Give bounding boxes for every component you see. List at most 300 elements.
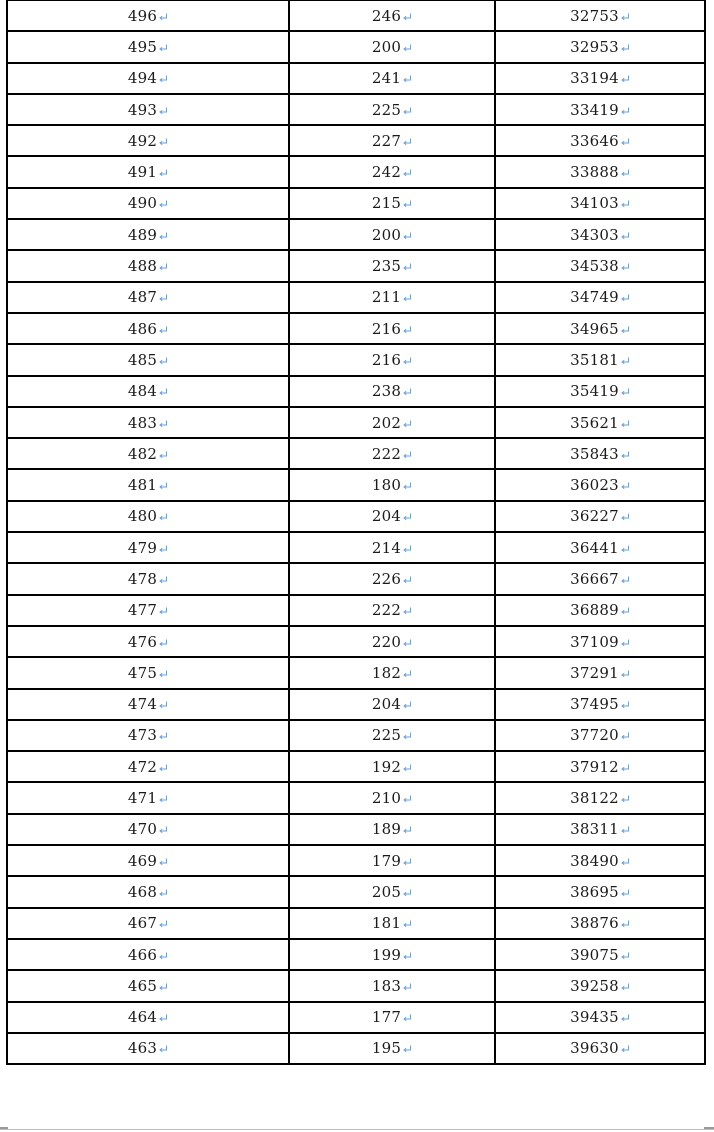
- data-table: [6, 0, 706, 1065]
- return-arrow-icon: [620, 293, 630, 303]
- cell-value: 33646: [570, 131, 619, 150]
- table-row: [7, 908, 705, 939]
- cell-value: 222: [371, 601, 402, 620]
- table-cell[interactable]: [7, 501, 289, 532]
- cell-value: 470: [127, 820, 158, 839]
- table-cell[interactable]: [495, 876, 705, 907]
- cell-value: 38695: [570, 882, 619, 901]
- table-row: [7, 689, 705, 720]
- cell-value: 32753: [570, 6, 619, 25]
- cell-value: 189: [371, 820, 402, 839]
- return-arrow-icon: [620, 544, 630, 554]
- table-cell[interactable]: [7, 782, 289, 813]
- table-row: [7, 720, 705, 751]
- table-cell[interactable]: [7, 814, 289, 845]
- table-cell[interactable]: [495, 219, 705, 250]
- table-cell[interactable]: [289, 344, 495, 375]
- cell-value: 238: [371, 382, 402, 401]
- cell-value: 200: [371, 225, 402, 244]
- cell-value: 225: [371, 100, 402, 119]
- table-cell[interactable]: [495, 782, 705, 813]
- table-cell[interactable]: [495, 501, 705, 532]
- table-cell[interactable]: [7, 31, 289, 62]
- return-arrow-icon: [158, 199, 168, 209]
- return-arrow-icon: [158, 544, 168, 554]
- return-arrow-icon: [158, 857, 168, 867]
- return-arrow-icon: [158, 262, 168, 272]
- return-arrow-icon: [620, 43, 630, 53]
- return-arrow-icon: [158, 606, 168, 616]
- return-arrow-icon: [620, 700, 630, 710]
- table-cell[interactable]: [495, 563, 705, 594]
- return-arrow-icon: [620, 106, 630, 116]
- return-arrow-icon: [402, 669, 412, 679]
- table-cell[interactable]: [495, 94, 705, 125]
- table-row: [7, 313, 705, 344]
- return-arrow-icon: [158, 168, 168, 178]
- cell-value: 210: [371, 789, 402, 808]
- return-arrow-icon: [402, 606, 412, 616]
- return-arrow-icon: [402, 638, 412, 648]
- cell-value: 491: [127, 163, 158, 182]
- cell-value: 37912: [570, 757, 619, 776]
- table-row: [7, 751, 705, 782]
- table-cell[interactable]: [7, 63, 289, 94]
- table-row: [7, 250, 705, 281]
- cell-value: 469: [127, 851, 158, 870]
- return-arrow-icon: [402, 325, 412, 335]
- cell-value: 241: [371, 69, 402, 88]
- cell-value: 38490: [570, 851, 619, 870]
- cell-value: 35843: [570, 444, 619, 463]
- cell-value: 35621: [570, 413, 619, 432]
- cell-value: 465: [127, 976, 158, 995]
- return-arrow-icon: [402, 951, 412, 961]
- table-cell[interactable]: [495, 188, 705, 219]
- cell-value: 36889: [570, 601, 619, 620]
- return-arrow-icon: [158, 700, 168, 710]
- table-cell[interactable]: [495, 908, 705, 939]
- cell-value: 36667: [570, 569, 619, 588]
- return-arrow-icon: [158, 575, 168, 585]
- return-arrow-icon: [620, 231, 630, 241]
- table-cell[interactable]: [495, 657, 705, 688]
- return-arrow-icon: [620, 763, 630, 773]
- cell-value: 34103: [570, 194, 619, 213]
- table-cell[interactable]: [289, 0, 495, 31]
- return-arrow-icon: [620, 199, 630, 209]
- table-cell[interactable]: [289, 376, 495, 407]
- cell-value: 32953: [570, 37, 619, 56]
- page-corner-mark-right: [704, 1127, 714, 1129]
- table-cell[interactable]: [289, 282, 495, 313]
- table-row: [7, 31, 705, 62]
- table-cell[interactable]: [7, 1002, 289, 1033]
- table-cell[interactable]: [7, 532, 289, 563]
- cell-value: 33194: [570, 69, 619, 88]
- cell-value: 37720: [570, 726, 619, 745]
- table-cell[interactable]: [289, 970, 495, 1001]
- return-arrow-icon: [402, 262, 412, 272]
- return-arrow-icon: [402, 450, 412, 460]
- cell-value: 39075: [570, 945, 619, 964]
- return-arrow-icon: [620, 325, 630, 335]
- table-cell[interactable]: [289, 751, 495, 782]
- return-arrow-icon: [402, 700, 412, 710]
- return-arrow-icon: [620, 825, 630, 835]
- table-cell[interactable]: [495, 250, 705, 281]
- cell-value: 487: [127, 288, 158, 307]
- cell-value: 242: [371, 163, 402, 182]
- table-row: [7, 845, 705, 876]
- cell-value: 495: [127, 37, 158, 56]
- return-arrow-icon: [620, 638, 630, 648]
- table-cell[interactable]: [289, 845, 495, 876]
- table-cell[interactable]: [7, 751, 289, 782]
- cell-value: 36023: [570, 476, 619, 495]
- return-arrow-icon: [158, 888, 168, 898]
- return-arrow-icon: [620, 74, 630, 84]
- cell-value: 205: [371, 882, 402, 901]
- table-cell[interactable]: [7, 970, 289, 1001]
- table-cell[interactable]: [495, 845, 705, 876]
- return-arrow-icon: [158, 74, 168, 84]
- cell-value: 183: [371, 976, 402, 995]
- table-cell[interactable]: [495, 156, 705, 187]
- cell-value: 216: [371, 350, 402, 369]
- return-arrow-icon: [620, 606, 630, 616]
- table-cell[interactable]: [289, 876, 495, 907]
- table-cell[interactable]: [289, 31, 495, 62]
- cell-value: 180: [371, 476, 402, 495]
- table-row: [7, 125, 705, 156]
- table-row: [7, 63, 705, 94]
- table-cell[interactable]: [289, 469, 495, 500]
- return-arrow-icon: [158, 1044, 168, 1054]
- return-arrow-icon: [402, 231, 412, 241]
- return-arrow-icon: [158, 731, 168, 741]
- cell-value: 483: [127, 413, 158, 432]
- return-arrow-icon: [620, 919, 630, 929]
- return-arrow-icon: [620, 575, 630, 585]
- table-cell[interactable]: [7, 1033, 289, 1064]
- cell-value: 476: [127, 632, 158, 651]
- table-cell[interactable]: [7, 720, 289, 751]
- table-cell[interactable]: [289, 188, 495, 219]
- table-row: [7, 782, 705, 813]
- table-cell[interactable]: [495, 595, 705, 626]
- table-cell[interactable]: [495, 626, 705, 657]
- table-cell[interactable]: [495, 407, 705, 438]
- return-arrow-icon: [158, 293, 168, 303]
- return-arrow-icon: [402, 919, 412, 929]
- table-cell[interactable]: [289, 782, 495, 813]
- table-cell[interactable]: [495, 469, 705, 500]
- return-arrow-icon: [158, 982, 168, 992]
- table-row: [7, 282, 705, 313]
- return-arrow-icon: [158, 12, 168, 22]
- cell-value: 222: [371, 444, 402, 463]
- table-cell[interactable]: [7, 845, 289, 876]
- return-arrow-icon: [158, 825, 168, 835]
- cell-value: 181: [371, 914, 402, 933]
- cell-value: 33419: [570, 100, 619, 119]
- cell-value: 490: [127, 194, 158, 213]
- table-cell[interactable]: [7, 156, 289, 187]
- cell-value: 474: [127, 695, 158, 714]
- table-row: [7, 1033, 705, 1064]
- cell-value: 214: [371, 538, 402, 557]
- cell-value: 471: [127, 789, 158, 808]
- table-cell[interactable]: [289, 814, 495, 845]
- cell-value: 38311: [570, 820, 619, 839]
- return-arrow-icon: [158, 387, 168, 397]
- table-cell[interactable]: [7, 438, 289, 469]
- return-arrow-icon: [402, 1044, 412, 1054]
- return-arrow-icon: [402, 481, 412, 491]
- table-cell[interactable]: [495, 31, 705, 62]
- cell-value: 246: [371, 6, 402, 25]
- cell-value: 200: [371, 37, 402, 56]
- table-cell[interactable]: [495, 438, 705, 469]
- return-arrow-icon: [620, 356, 630, 366]
- cell-value: 34538: [570, 257, 619, 276]
- table-cell[interactable]: [289, 407, 495, 438]
- table-cell[interactable]: [289, 720, 495, 751]
- return-arrow-icon: [620, 951, 630, 961]
- cell-value: 467: [127, 914, 158, 933]
- cell-value: 34303: [570, 225, 619, 244]
- return-arrow-icon: [158, 1013, 168, 1023]
- cell-value: 225: [371, 726, 402, 745]
- table-cell[interactable]: [289, 250, 495, 281]
- return-arrow-icon: [620, 137, 630, 147]
- table-cell[interactable]: [495, 0, 705, 31]
- table-cell[interactable]: [495, 939, 705, 970]
- cell-value: 34965: [570, 319, 619, 338]
- cell-value: 489: [127, 225, 158, 244]
- return-arrow-icon: [158, 512, 168, 522]
- table-cell[interactable]: [495, 344, 705, 375]
- cell-value: 479: [127, 538, 158, 557]
- return-arrow-icon: [402, 168, 412, 178]
- cell-value: 473: [127, 726, 158, 745]
- table-row: [7, 469, 705, 500]
- cell-value: 33888: [570, 163, 619, 182]
- table-cell[interactable]: [495, 689, 705, 720]
- table-cell[interactable]: [7, 282, 289, 313]
- return-arrow-icon: [158, 356, 168, 366]
- cell-value: 204: [371, 695, 402, 714]
- return-arrow-icon: [620, 1013, 630, 1023]
- table-cell[interactable]: [289, 313, 495, 344]
- table-cell[interactable]: [7, 94, 289, 125]
- cell-value: 220: [371, 632, 402, 651]
- table-row: [7, 376, 705, 407]
- table-cell[interactable]: [289, 501, 495, 532]
- cell-value: 39258: [570, 976, 619, 995]
- return-arrow-icon: [402, 74, 412, 84]
- table-cell[interactable]: [495, 970, 705, 1001]
- table-cell[interactable]: [495, 376, 705, 407]
- cell-value: 177: [371, 1008, 402, 1027]
- table-row: [7, 501, 705, 532]
- table-row: [7, 626, 705, 657]
- table-cell[interactable]: [7, 939, 289, 970]
- table-cell[interactable]: [7, 219, 289, 250]
- table-cell[interactable]: [495, 751, 705, 782]
- return-arrow-icon: [620, 262, 630, 272]
- table-cell[interactable]: [289, 657, 495, 688]
- return-arrow-icon: [402, 106, 412, 116]
- table-cell[interactable]: [495, 720, 705, 751]
- table-cell[interactable]: [7, 657, 289, 688]
- table-row: [7, 657, 705, 688]
- table-cell[interactable]: [7, 876, 289, 907]
- return-arrow-icon: [402, 293, 412, 303]
- table-row: [7, 156, 705, 187]
- cell-value: 35419: [570, 382, 619, 401]
- table-row: [7, 1002, 705, 1033]
- return-arrow-icon: [158, 951, 168, 961]
- return-arrow-icon: [158, 419, 168, 429]
- table-cell[interactable]: [7, 313, 289, 344]
- cell-value: 227: [371, 131, 402, 150]
- return-arrow-icon: [402, 857, 412, 867]
- table-cell[interactable]: [495, 532, 705, 563]
- return-arrow-icon: [158, 669, 168, 679]
- table-cell[interactable]: [289, 125, 495, 156]
- cell-value: 195: [371, 1039, 402, 1058]
- cell-value: 216: [371, 319, 402, 338]
- cell-value: 37291: [570, 663, 619, 682]
- table-cell[interactable]: [7, 376, 289, 407]
- table-cell[interactable]: [289, 939, 495, 970]
- table-cell[interactable]: [7, 188, 289, 219]
- cell-value: 202: [371, 413, 402, 432]
- table-cell[interactable]: [495, 313, 705, 344]
- table-row: [7, 532, 705, 563]
- return-arrow-icon: [402, 356, 412, 366]
- table-cell[interactable]: [289, 438, 495, 469]
- return-arrow-icon: [620, 387, 630, 397]
- return-arrow-icon: [402, 575, 412, 585]
- return-arrow-icon: [620, 481, 630, 491]
- return-arrow-icon: [158, 43, 168, 53]
- cell-value: 211: [371, 288, 402, 307]
- table-cell[interactable]: [289, 563, 495, 594]
- cell-value: 226: [371, 569, 402, 588]
- return-arrow-icon: [402, 763, 412, 773]
- table-row: [7, 595, 705, 626]
- cell-value: 39435: [570, 1008, 619, 1027]
- cell-value: 486: [127, 319, 158, 338]
- table-cell[interactable]: [7, 250, 289, 281]
- return-arrow-icon: [620, 669, 630, 679]
- table-cell[interactable]: [289, 219, 495, 250]
- table-cell[interactable]: [495, 814, 705, 845]
- table-cell[interactable]: [495, 1002, 705, 1033]
- table-cell[interactable]: [7, 0, 289, 31]
- return-arrow-icon: [402, 43, 412, 53]
- table-row: [7, 94, 705, 125]
- table-cell[interactable]: [495, 282, 705, 313]
- table-row: [7, 970, 705, 1001]
- return-arrow-icon: [158, 137, 168, 147]
- return-arrow-icon: [158, 794, 168, 804]
- return-arrow-icon: [402, 12, 412, 22]
- table-cell[interactable]: [289, 63, 495, 94]
- table-cell[interactable]: [289, 1033, 495, 1064]
- table-cell[interactable]: [7, 469, 289, 500]
- return-arrow-icon: [402, 512, 412, 522]
- table-cell[interactable]: [495, 125, 705, 156]
- return-arrow-icon: [620, 857, 630, 867]
- table-cell[interactable]: [289, 94, 495, 125]
- table-cell[interactable]: [7, 125, 289, 156]
- table-cell[interactable]: [289, 908, 495, 939]
- return-arrow-icon: [620, 12, 630, 22]
- cell-value: 179: [371, 851, 402, 870]
- table-cell[interactable]: [289, 156, 495, 187]
- cell-value: 37109: [570, 632, 619, 651]
- return-arrow-icon: [620, 982, 630, 992]
- table-cell[interactable]: [289, 1002, 495, 1033]
- page-bottom-rule: [0, 1129, 714, 1130]
- cell-value: 493: [127, 100, 158, 119]
- table-cell[interactable]: [7, 626, 289, 657]
- table-cell[interactable]: [7, 908, 289, 939]
- return-arrow-icon: [402, 199, 412, 209]
- cell-value: 492: [127, 131, 158, 150]
- cell-value: 36227: [570, 507, 619, 526]
- table-cell[interactable]: [495, 63, 705, 94]
- return-arrow-icon: [620, 1044, 630, 1054]
- return-arrow-icon: [158, 481, 168, 491]
- return-arrow-icon: [158, 231, 168, 241]
- return-arrow-icon: [402, 1013, 412, 1023]
- return-arrow-icon: [620, 419, 630, 429]
- table-row: [7, 939, 705, 970]
- table-cell[interactable]: [7, 407, 289, 438]
- return-arrow-icon: [158, 106, 168, 116]
- cell-value: 466: [127, 945, 158, 964]
- cell-value: 37495: [570, 695, 619, 714]
- cell-value: 480: [127, 507, 158, 526]
- table-cell[interactable]: [289, 595, 495, 626]
- table-cell[interactable]: [7, 344, 289, 375]
- return-arrow-icon: [402, 387, 412, 397]
- cell-value: 475: [127, 663, 158, 682]
- return-arrow-icon: [402, 419, 412, 429]
- cell-value: 463: [127, 1039, 158, 1058]
- return-arrow-icon: [158, 763, 168, 773]
- table-cell[interactable]: [495, 1033, 705, 1064]
- cell-value: 482: [127, 444, 158, 463]
- table-cell[interactable]: [7, 563, 289, 594]
- table-cell[interactable]: [289, 626, 495, 657]
- cell-value: 182: [371, 663, 402, 682]
- table-cell[interactable]: [7, 689, 289, 720]
- return-arrow-icon: [158, 919, 168, 929]
- table-cell[interactable]: [289, 689, 495, 720]
- table-cell[interactable]: [289, 532, 495, 563]
- table-row: [7, 0, 705, 31]
- cell-value: 464: [127, 1008, 158, 1027]
- table-cell[interactable]: [7, 595, 289, 626]
- return-arrow-icon: [402, 137, 412, 147]
- cell-value: 38876: [570, 914, 619, 933]
